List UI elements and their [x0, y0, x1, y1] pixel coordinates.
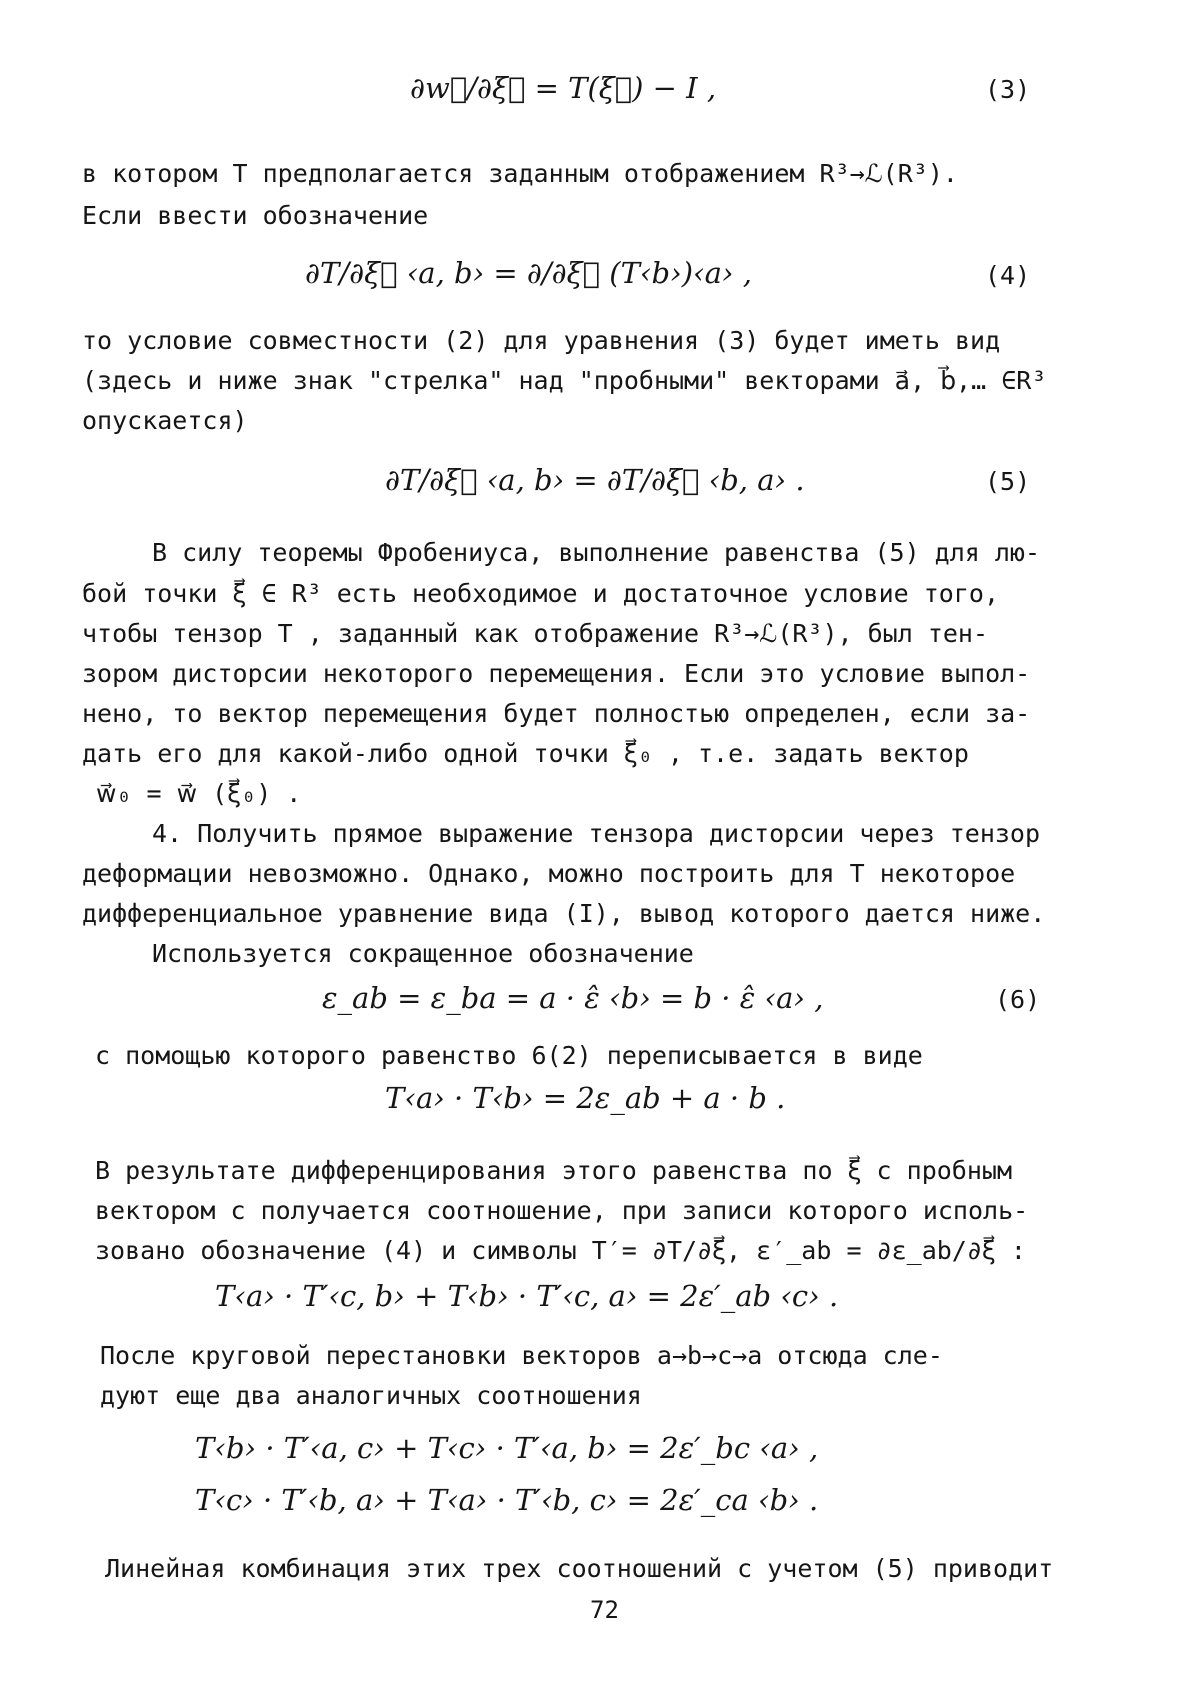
- text-line: чтобы тензор T , заданный как отображение R³→ℒ(R³), был тен-: [82, 619, 989, 648]
- text-line: вектором c получается соотношение, при записи которого исполь-: [95, 1196, 1029, 1225]
- equation-cyclic-1: T‹b› · T′‹a, c› + T‹c› · T′‹a, b› = 2ε′_bc ‹a› ,: [195, 1431, 819, 1465]
- text-line: В результате дифференцирования этого равенства по ξ⃗ с пробным: [95, 1156, 1013, 1185]
- text-line: то условие совместности (2) для уравнения (3) будет иметь вид: [82, 326, 1001, 355]
- text-line: В силу теоремы Фробениуса, выполнение равенства (5) для лю-: [152, 538, 1041, 567]
- text-line: деформации невозможно. Однако, можно построить для T некоторое: [82, 859, 1016, 888]
- text-line: зовано обозначение (4) и символы T′= ∂T/∂ξ⃗, ε′_ab = ∂ε_ab/∂ξ⃗ :: [95, 1236, 1026, 1265]
- text-line: 4. Получить прямое выражение тензора дисторсии через тензор: [152, 819, 1041, 848]
- equation-product: T‹a› · T‹b› = 2ε_ab + a · b .: [385, 1081, 786, 1115]
- equation-3: ∂w⃗/∂ξ⃗ = T(ξ⃗) − I ,: [410, 71, 717, 105]
- text-line: дать его для какой-либо одной точки ξ⃗₀ , т.е. задать вектор: [82, 739, 969, 768]
- equation-3-number: (3): [985, 75, 1031, 104]
- text-line: зором дисторсии некоторого перемещения. Если это условие выпол-: [82, 659, 1031, 688]
- page-number: 72: [590, 1596, 619, 1624]
- equation-5: ∂T/∂ξ⃗ ‹a, b› = ∂T/∂ξ⃗ ‹b, a› .: [385, 463, 805, 497]
- equation-5-number: (5): [985, 467, 1031, 496]
- text-line: w⃗₀ = w⃗ (ξ⃗₀) .: [96, 779, 302, 808]
- equation-4: ∂T/∂ξ⃗ ‹a, b› = ∂/∂ξ⃗ (T‹b›)‹a› ,: [305, 256, 752, 290]
- text-line: с помощью которого равенство 6(2) переписывается в виде: [95, 1041, 923, 1070]
- equation-derivative: T‹a› · T′‹c, b› + T‹b› · T′‹c, a› = 2ε′_ab ‹c› .: [215, 1279, 839, 1313]
- text-line: в котором T предполагается заданным отображением R³→ℒ(R³).: [82, 159, 958, 188]
- text-line: После круговой перестановки векторов a→b→c→a отсюда сле-: [100, 1341, 943, 1370]
- equation-cyclic-2: T‹c› · T′‹b, a› + T‹a› · T′‹b, c› = 2ε′_ca ‹b› .: [195, 1483, 819, 1517]
- text-line: опускается): [82, 406, 248, 435]
- text-line: дифференциальное уравнение вида (I), вывод которого дается ниже.: [82, 899, 1046, 928]
- equation-4-number: (4): [985, 261, 1031, 290]
- text-line: (здесь и ниже знак "стрелка" над "пробными" векторами a⃗, b⃗,… ∈R³: [82, 366, 1047, 395]
- equation-6: ε_ab = ε_ba = a · ε̂ ‹b› = b · ε̂ ‹a› ,: [322, 981, 824, 1015]
- text-line: Линейная комбинация этих трех соотношений с учетом (5) приводит: [105, 1554, 1054, 1583]
- text-line: нено, то вектор перемещения будет полностью определен, если за-: [82, 699, 1031, 728]
- text-line: дуют еще два аналогичных соотношения: [100, 1381, 642, 1410]
- text-line: Если ввести обозначение: [82, 201, 429, 230]
- text-line: бой точки ξ⃗ ∈ R³ есть необходимое и достаточное условие того,: [82, 579, 1000, 608]
- equation-6-number: (6): [995, 985, 1041, 1014]
- text-line: Используется сокращенное обозначение: [152, 939, 694, 968]
